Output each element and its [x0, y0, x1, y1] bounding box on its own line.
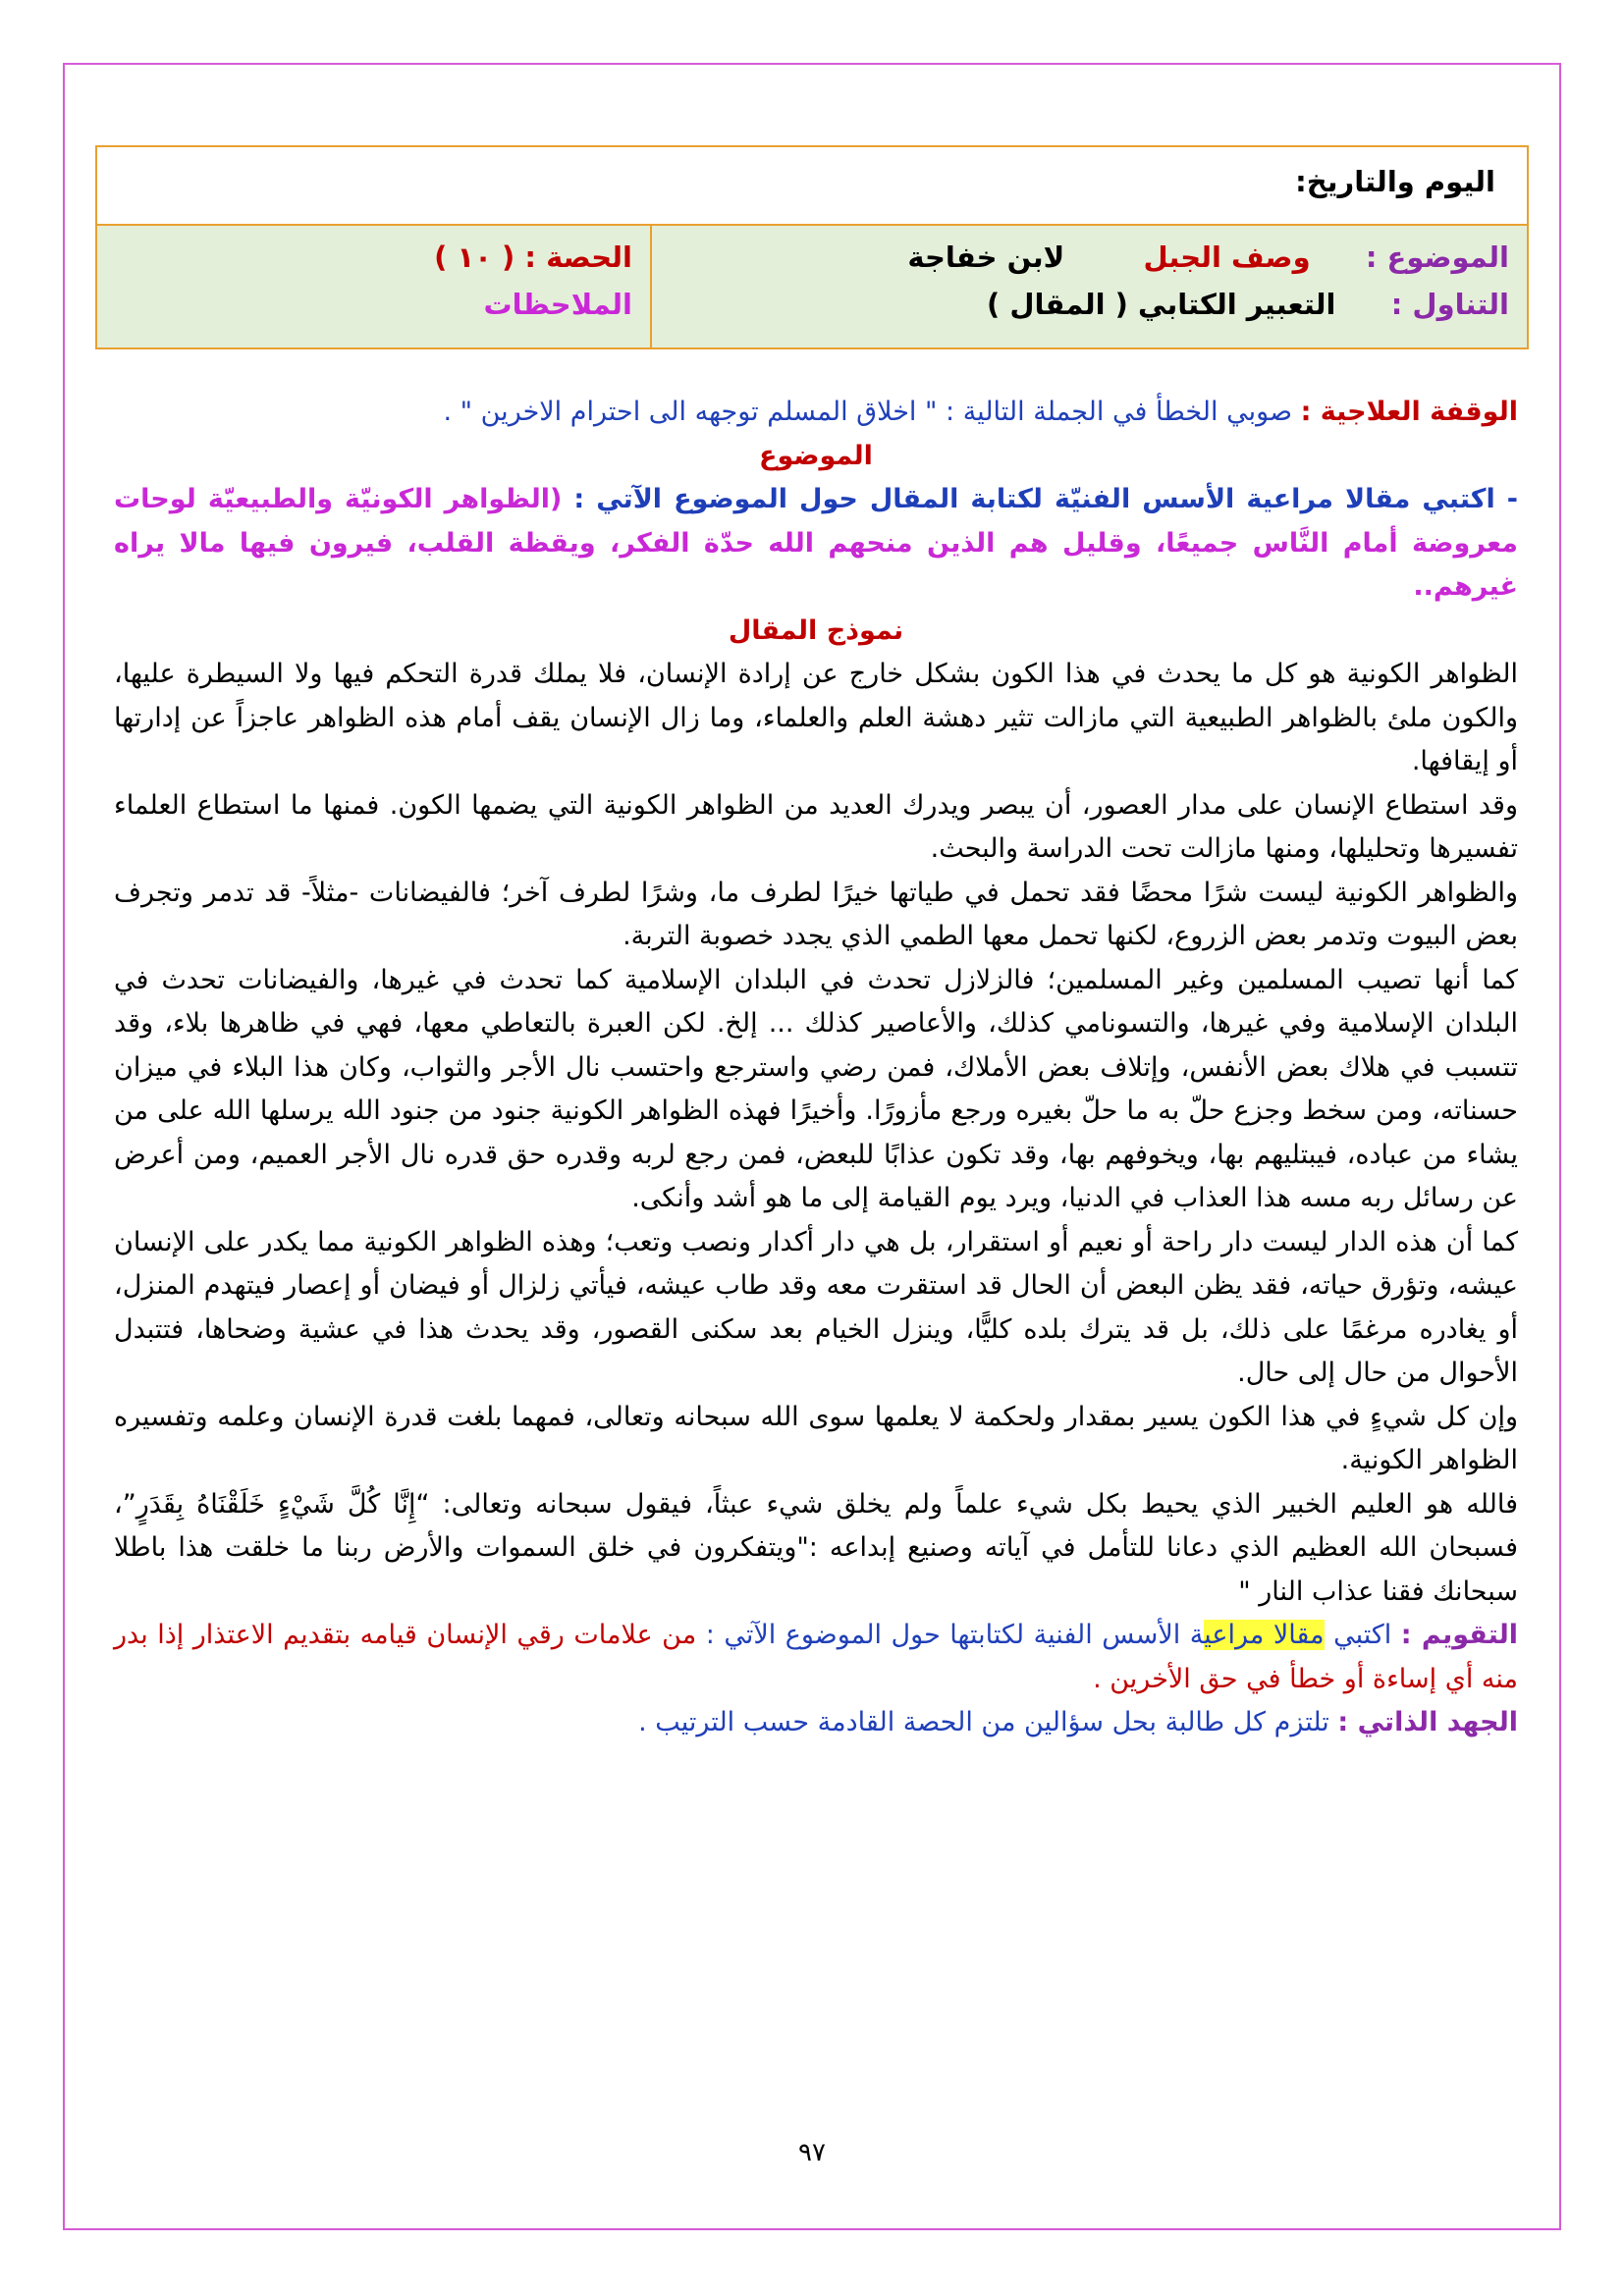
evaluation-text-after: ة الأسس الفنية لكتابتها حول الموضوع الآتي : [705, 1620, 1205, 1650]
scope-label: التناول : [1390, 288, 1509, 321]
self-effort-paragraph [114, 1701, 1518, 1745]
period-cell [97, 226, 650, 347]
topic-value: وصف الجبل [1143, 240, 1311, 274]
article-paragraph-4: كما أنها تصيب المسلمين وغير المسلمين؛ فالزلازل تحدث في البلدان الإسلامية كما تحدث في غيرها، والفيضانات تحدث في البلدان الإسلامية وفي غيرها، والتسونامي كذلك، والأعاصير كذلك ... إلخ. لكن العبرة بالتعاطي معها، فهي في ظاهرها بلاء، وقد تتسبب في هلاك بعض الأنفس، وإتلاف بعض الأملاك، فمن رضي واسترجع واحتسب نال الأجر والثواب، وكان هذا البلاء في ميزان حسناته، ومن سخط وجزع حلّ به ما حلّ بغيره ورجع مأزورًا. وأخيرًا فهذه الظواهر الكونية جنود من جنود الله يرسلها الله على من يشاء من عباده، فيبتليهم بها، ويخوفهم بها، وقد تكون عذابًا للبعض، فمن رجع لربه وقدره حق قدره نال الأجر العميم، ومن أعرض عن رسائل ربه مسه هذا العذاب في الدنيا، ويرد يوم القيامة إلى ما هو أشد وأنكى. [114, 964, 1518, 1213]
evaluation-label: التقويم : [1400, 1620, 1518, 1650]
page-number: ٩٧ [798, 2138, 826, 2167]
topic-line [670, 234, 1509, 281]
scope-value: التعبير الكتابي ( المقال ) [987, 288, 1336, 321]
lesson-content [114, 391, 1518, 1745]
topic-author: لابن خفاجة [907, 240, 1065, 274]
notes-line [115, 281, 632, 328]
topic-heading: الموضوع [759, 440, 873, 471]
evaluation-text-before: اكتبي [1333, 1620, 1392, 1650]
evaluation-topic: من علامات رقي الإنسان قيامه بتقديم الاعتذار إذا بدر منه أي إساءة أو خطأ في حق الأخرين . [114, 1620, 1518, 1694]
task-instruction: - اكتبي مقالا مراعية الأسس الفنيّة لكتابة المقال حول الموضوع الآتي : [573, 484, 1518, 514]
evaluation-highlight: مقالا مراعي [1204, 1620, 1325, 1650]
period-value: ( ١٠ ) [434, 240, 515, 274]
lesson-header-table [95, 145, 1529, 349]
article-paragraph-2: وقد استطاع الإنسان على مدار العصور، أن يبصر ويدرك العديد من الظواهر الكونية التي يضمها الكون. فمنها ما استطاع العلماء تفسيرها وتحليلها، ومنها مازالت تحت الدراسة والبحث. [114, 789, 1518, 864]
article-paragraph-5: كما أن هذه الدار ليست دار راحة أو نعيم أو استقرار، بل هي دار أكدار ونصب وتعب؛ وهذه الظواهر الكونية مما يكدر على الإنسان عيشه، وتؤرق حياته، فقد يظن البعض أن الحال قد استقرت معه وقد طاب عيشه، فيأتي زلزال أو فيضان أو إعصار فيتهدم المنزل، أو يغادره مرغمًا على ذلك، بل قد يترك بلده كليًّا، وينزل الخيام بعد سكنى القصور، وقد يحدث هذا في عشية وضحاها، فتتبدل الأحوال من حال إلى حال. [114, 1226, 1518, 1388]
model-heading: نموذج المقال [728, 614, 904, 646]
topic-cell [650, 226, 1527, 347]
task-topic: (الظواهر الكونيّة والطبيعيّة لوحات معروضة أمام النَّاس جميعًا، وقليل هم الذين منحهم الله حدّة الفكر، ويقظة القلب، فيرون فيها مالا يراه غيرهم.. [114, 484, 1518, 602]
article-paragraph-1: الظواهر الكونية هو كل ما يحدث في هذا الكون بشكل خارج عن إرادة الإنسان، فلا يملك قدرة التحكم فيها ولا السيطرة عليها، والكون ملئ بالظواهر الطبيعية التي مازالت تثير دهشة العلم والعلماء، وما زال الإنسان يقف أمام هذه الظواهر عاجزاً عن إدارتها أو إيقافها. [114, 659, 1518, 776]
date-row [97, 147, 1527, 226]
article-paragraph-7: فالله هو العليم الخبير الذي يحيط بكل شيء علماً ولم يخلق شيء عبثاً، فيقول سبحانه وتعالى: “إِنَّا كُلَّ شَيْءٍ خَلَقْنَاهُ بِقَدَرٍ”، فسبحان الله العظيم الذي دعانا للتأمل في آياته وصنيع إبداعه :"ويتفكرون في خلق السموات والأرض ربنا ما خلقت هذا باطلا سبحانك فقنا عذاب النار " [114, 1488, 1518, 1607]
info-row [97, 226, 1527, 347]
article-paragraph-6: وإن كل شيءٍ في هذا الكون يسير بمقدار ولحكمة لا يعلمها سوى الله سبحانه وتعالى، فمهما بلغت قدرة الإنسان وعلمه وتفسيره الظواهر الكونية. [114, 1401, 1518, 1475]
self-effort-text: تلتزم كل طالبة بحل سؤالين من الحصة القادمة حسب الترتيب . [638, 1707, 1329, 1737]
scope-line [670, 281, 1509, 328]
topic-label: الموضوع : [1365, 240, 1509, 274]
remedial-paragraph [114, 391, 1518, 435]
period-line [115, 234, 632, 281]
remedial-text: صوبي الخطأ في الجملة التالية : " اخلاق المسلم توجهه الى احترام الاخرين " . [443, 397, 1292, 427]
article-paragraph-3: والظواهر الكونية ليست شرًا محضًا فقد تحمل في طياتها خيرًا لطرف ما، وشرًا لطرف آخر؛ فالفيضانات -مثلاً- قد تدمر وتجرف بعض البيوت وتدمر بعض الزروع، لكنها تحمل معها الطمي الذي يجدد خصوبة التربة. [114, 877, 1518, 951]
evaluation-paragraph [114, 1614, 1518, 1701]
task-paragraph [114, 478, 1518, 610]
period-label: الحصة : [524, 240, 632, 274]
remedial-label: الوقفة العلاجية : [1300, 397, 1518, 427]
self-effort-label: الجهد الذاتي : [1337, 1707, 1518, 1737]
notes-label: الملاحظات [483, 288, 632, 321]
date-label: اليوم والتاريخ: [1295, 165, 1495, 198]
